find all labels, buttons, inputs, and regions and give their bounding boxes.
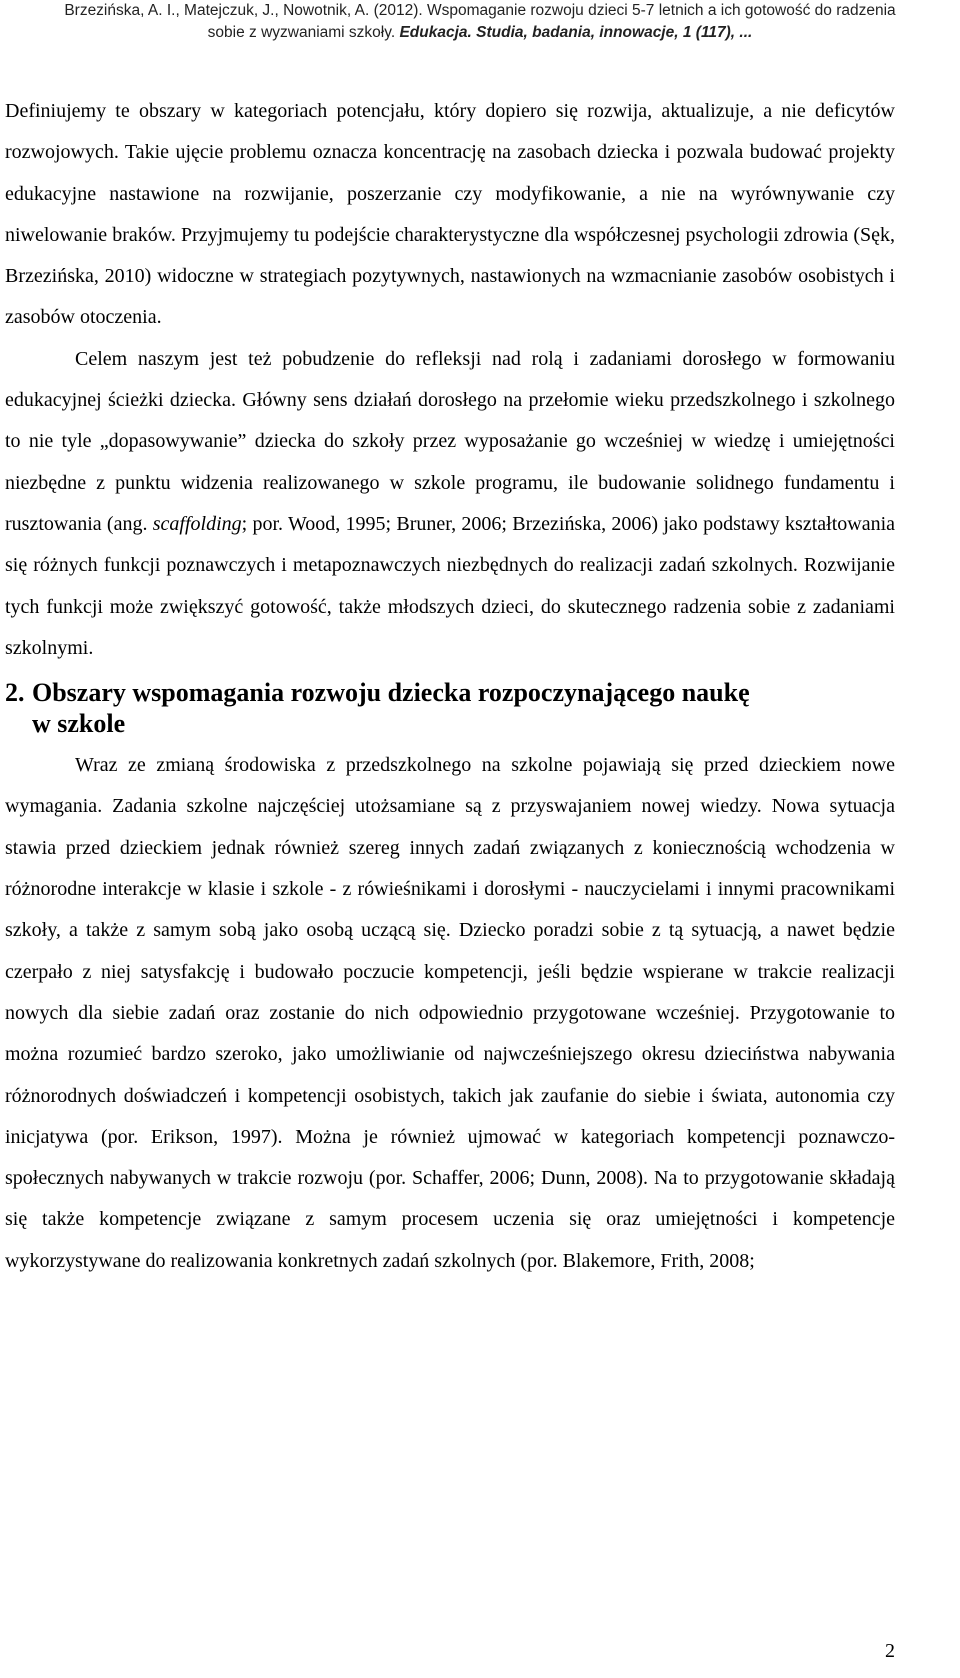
paragraph-adult-role-text: Celem naszym jest też pobudzenie do refleksji nad rolą i zadaniami dorosłego w formowaniu edukacyjnej ścieżki dziecka. Główny sens działań dorosłego na przełomie wieku przedszkolnego i szkolnego to nie tyle „dopasowywanie” dziecka do szkoły przez wyposażanie go wcześniej w wiedzę i umiejętności niezbędne z punktu widzenia realizowanego w szkole programu, ile budowanie solidnego fundamentu i rusztowania (ang.	[5, 347, 895, 535]
section-heading-block	[5, 669, 895, 745]
paragraph-adult-role-text-cont: ; por. Wood, 1995; Bruner, 2006; Brzezińska, 2006) jako podstawy kształtowania się różnych funkcji poznawczych i metapoznawczych niezbędnych do realizacji zadań szkolnych. Rozwijanie tych funkcji może zwiększyć gotowość, także młodszych dzieci, do skutecznego radzenia sobie z zadaniami szkolnymi.	[5, 512, 895, 659]
section-title-line1: Obszary wspomagania rozwoju dziecka rozpoczynającego naukę	[32, 678, 750, 708]
paragraph-school-demands: Wraz ze zmianą środowiska z przedszkolnego na szkolne pojawiają się przed dzieckiem nowe wymagania. Zadania szkolne najczęściej utożsamiane są z przyswajaniem nowej wiedzy. Nowa sytuacja stawia przed dzieckiem jednak również szereg innych zadań związanych z koniecznością wchodzenia w różnorodne interakcje w klasie i szkole - z rówieśnikami i dorosłymi - nauczycielami i innymi pracownikami szkoły, a także z samym sobą jako osobą uczącą się. Dziecko poradzi sobie z tą sytuacją, a nawet będzie czerpało z niej satysfakcję i budowało poczucie kompetencji, jeśli będzie wspierane w trakcie realizacji nowych dla siebie zadań oraz zostanie do nich odpowiednio przygotowane wcześniej. Przygotowanie to można rozumieć bardzo szeroko, jako umożliwianie od najwcześniejszego okresu dzieciństwa nabywania różnorodnych doświadczeń i kompetencji osobistych, takich jak zaufanie do siebie i świata, autonomia czy inicjatywa (por. Erikson, 1997). Można je również ujmować w kategoriach kompetencji poznawczo-społecznych nabywanych w trakcie rozwoju (por. Schaffer, 2006; Dunn, 2008). Na to przygotowanie składają się także kompetencje związane z samym procesem uczenia się oraz umiejętności i kompetencje wykorzystywane do realizowania konkretnych zadań szkolnych (por. Blakemore, Frith, 2008;	[5, 754, 895, 1272]
header-journal-title: Edukacja. Studia, badania, innowacje, 1 (117), ...	[399, 24, 753, 41]
header-citation-line1: Brzezińska, A. I., Matejczuk, J., Nowotnik, A. (2012). Wspomaganie rozwoju dzieci 5-7 letnich a ich gotowość do radzenia	[64, 2, 896, 19]
section-title-line2: w szkole	[32, 709, 126, 739]
header-citation-plain: sobie z wyzwaniami szkoły.	[207, 24, 396, 41]
running-header	[5, 0, 955, 44]
paragraph-adult-role	[5, 339, 895, 669]
paragraph-potential: Definiujemy te obszary w kategoriach potencjału, który dopiero się rozwija, aktualizuje, a nie deficytów rozwojowych. Takie ujęcie problemu oznacza koncentrację na zasobach dziecka i pozwala budować projekty edukacyjne nastawione na rozwijanie, poszerzanie czy modyfikowanie, a nie na wyrównywanie czy niwelowanie braków. Przyjmujemy tu podejście charakterystyczne dla współczesnej psychologii zdrowia (Sęk, Brzezińska, 2010) widoczne w strategiach pozytywnych, nastawionych na wzmacnianie zasobów osobistych i zasobów otoczenia.	[5, 100, 895, 329]
section-number: 2.	[5, 678, 25, 708]
scaffolding-term: scaffolding	[152, 512, 242, 535]
page-number: 2	[885, 1640, 895, 1662]
header-citation-line2	[5, 22, 955, 44]
section-heading	[5, 677, 895, 739]
body-text	[5, 91, 895, 1282]
